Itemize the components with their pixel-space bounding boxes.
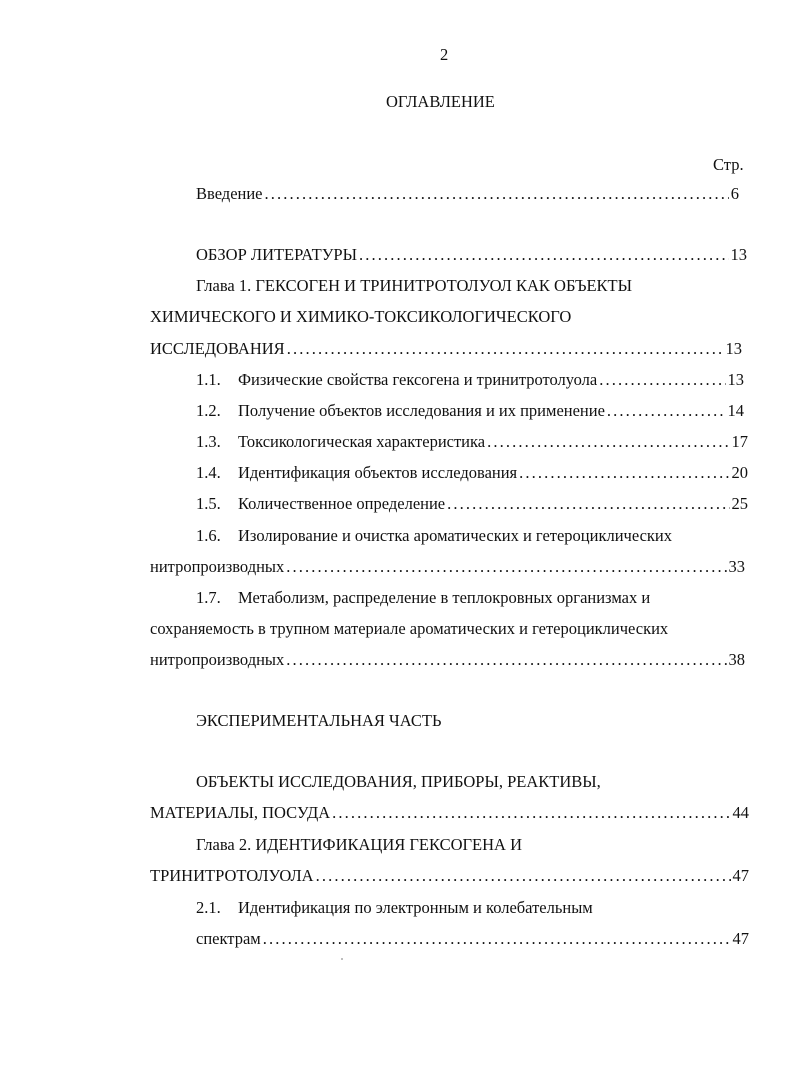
entry-page: 47 (732, 866, 749, 885)
dot-leader (286, 650, 726, 670)
entry-title-cont: спектрам (196, 929, 261, 948)
entry-title: Получение объектов исследования и их применение (238, 401, 605, 420)
toc-entry-1-4[interactable] (196, 463, 748, 483)
entry-page: 6 (730, 184, 739, 203)
entry-title-cont: нитропроизводных (150, 650, 285, 669)
chapter2-line1[interactable]: Глава 2. ИДЕНТИФИКАЦИЯ ГЕКСОГЕНА И (196, 835, 522, 854)
toc-entry-chapter2[interactable] (150, 866, 749, 886)
dot-leader (287, 339, 724, 359)
toc-entry-objects[interactable] (150, 803, 749, 823)
entry-title: Изолирование и очистка ароматических и гетероциклических (238, 526, 673, 545)
entry-title-cont: ТРИНИТРОТОЛУОЛА (150, 866, 314, 885)
toc-entry-chapter1[interactable] (150, 339, 742, 359)
dot-leader (332, 803, 730, 823)
entry-title: Идентификация по электронным и колебательным (238, 898, 593, 917)
entry-page: 25 (731, 494, 748, 513)
dot-leader (519, 463, 729, 483)
scan-speck (341, 958, 343, 960)
entry-title-cont: МАТЕРИАЛЫ, ПОСУДА (150, 803, 331, 822)
section-experimental[interactable]: ЭКСПЕРИМЕНТАЛЬНАЯ ЧАСТЬ (196, 711, 442, 730)
entry-title: Физические свойства гексогена и тринитротолуола (238, 370, 598, 389)
section-number: 1.5. (196, 494, 221, 513)
entry-page: 20 (731, 463, 748, 482)
dot-leader (599, 370, 725, 390)
entry-title: ОБЗОР ЛИТЕРАТУРЫ (196, 245, 357, 264)
toc-entry-1-2[interactable] (196, 401, 744, 421)
entry-title: ИССЛЕДОВАНИЯ (150, 339, 285, 358)
section-number: 1.3. (196, 432, 221, 451)
section-number: 1.2. (196, 401, 221, 420)
entry-title: Введение (196, 184, 263, 203)
section-number: 1.7. (196, 588, 221, 607)
entry-page: 14 (727, 401, 744, 420)
dot-leader (316, 866, 731, 886)
dot-leader (359, 245, 729, 265)
page-number: 2 (440, 45, 449, 64)
section-number: 1.6. (196, 526, 221, 545)
page-column-label: Стр. (713, 155, 744, 174)
toc-entry-1-7[interactable] (150, 650, 745, 670)
entry-page: 13 (730, 245, 747, 264)
toc-entry-1-6-line1[interactable] (196, 526, 672, 546)
toc-entry-2-1[interactable] (196, 929, 749, 949)
toc-heading: ОГЛАВЛЕНИЕ (386, 92, 495, 111)
entry-title: Метаболизм, распределение в теплокровных организмах и (238, 588, 651, 607)
entry-title: Количественное определение (238, 494, 446, 513)
entry-title: Идентификация объектов исследования (238, 463, 518, 482)
dot-leader (263, 929, 731, 949)
toc-entry-1-3[interactable] (196, 432, 748, 452)
section-number: 1.4. (196, 463, 221, 482)
toc-entry-intro[interactable] (196, 184, 739, 204)
dot-leader (487, 432, 729, 452)
dot-leader (447, 494, 729, 514)
section-number: 1.1. (196, 370, 221, 389)
dot-leader (607, 401, 726, 421)
entry-page: 17 (731, 432, 748, 451)
dot-leader (265, 184, 729, 204)
entry-page: 44 (732, 803, 749, 822)
toc-entry-1-5[interactable] (196, 494, 748, 514)
entry-page: 38 (728, 650, 745, 669)
toc-entry-review[interactable] (196, 245, 747, 265)
toc-entry-1-7-line2[interactable]: сохраняемость в трупном материале ароматических и гетероциклических (150, 619, 669, 638)
toc-entry-1-7-line1[interactable] (196, 588, 650, 608)
entry-title: Токсикологическая характеристика (238, 432, 486, 451)
section-number: 2.1. (196, 898, 221, 917)
chapter1-line1[interactable]: Глава 1. ГЕКСОГЕН И ТРИНИТРОТОЛУОЛ КАК ОБЪЕКТЫ (196, 276, 633, 295)
entry-page: 13 (725, 339, 742, 358)
entry-page: 33 (728, 557, 745, 576)
chapter1-line2[interactable]: ХИМИЧЕСКОГО И ХИМИКО-ТОКСИКОЛОГИЧЕСКОГО (150, 307, 572, 326)
toc-entry-1-1[interactable] (196, 370, 744, 390)
toc-entry-objects-line1[interactable]: ОБЪЕКТЫ ИССЛЕДОВАНИЯ, ПРИБОРЫ, РЕАКТИВЫ, (196, 772, 601, 791)
dot-leader (286, 557, 726, 577)
entry-page: 13 (727, 370, 744, 389)
entry-page: 47 (732, 929, 749, 948)
toc-entry-1-6[interactable] (150, 557, 745, 577)
toc-entry-2-1-line1[interactable] (196, 898, 593, 918)
entry-title-cont: нитропроизводных (150, 557, 285, 576)
